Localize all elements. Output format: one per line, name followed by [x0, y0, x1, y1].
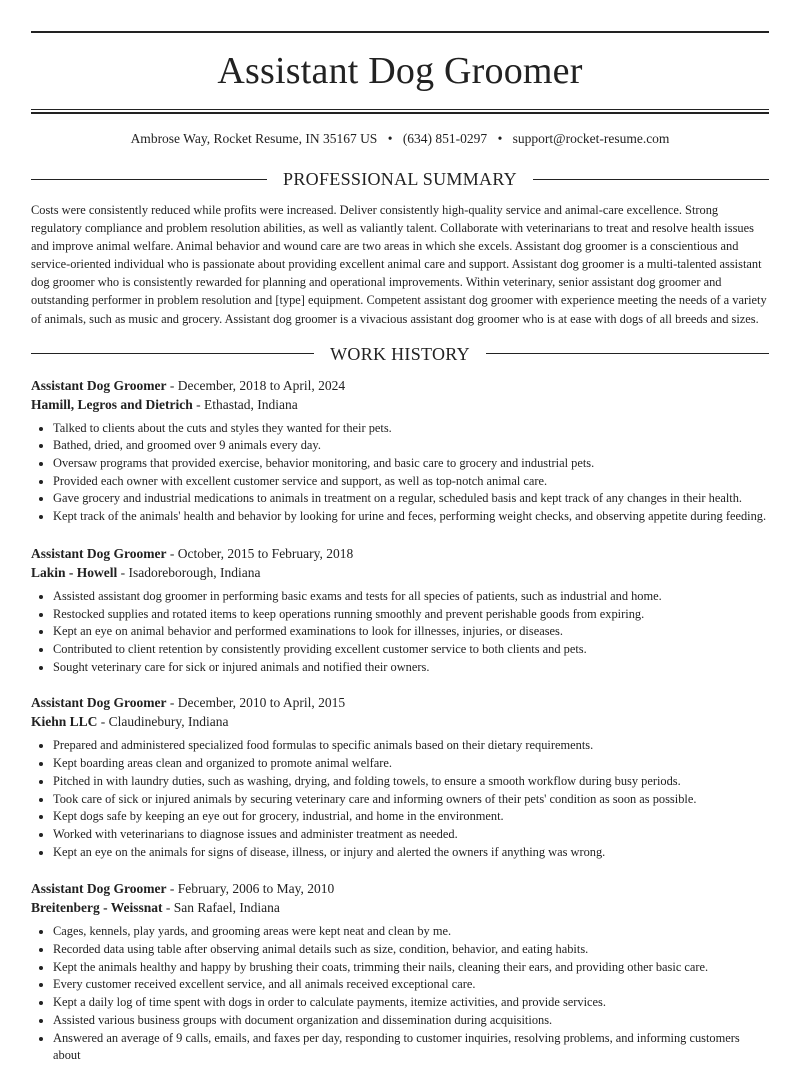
job-company-line: [31, 712, 769, 731]
job-title-line: [31, 879, 769, 898]
duty-item: • Kept the animals healthy and happy by brushing their coats, trimming their nails, cleaning their ears, and providing other basic care.: [53, 959, 769, 977]
job-dates: - December, 2010 to April, 2015: [166, 695, 346, 711]
job-company: Hamill, Legros and Dietrich: [31, 396, 193, 412]
job-entry: [31, 376, 769, 526]
job-duties-list: [31, 923, 769, 1065]
duty-item: • Gave grocery and industrial medications to animals in treatment on a regular, scheduled basis and kept track of any changes in their health.: [53, 490, 769, 508]
contact-address: Ambrose Way, Rocket Resume, IN 35167 US: [130, 131, 378, 146]
duty-item: • Kept an eye on animal behavior and performed examinations to look for illnesses, injuries, or diseases.: [53, 623, 769, 641]
job-dates: - October, 2015 to February, 2018: [166, 545, 354, 561]
job-location: - Ethastad, Indiana: [192, 396, 298, 412]
contact-line: [31, 130, 769, 148]
job-location: - Isadoreborough, Indiana: [117, 564, 261, 580]
duty-item: • Assisted assistant dog groomer in performing basic exams and tests for all species of patients, such as industrial and home.: [53, 588, 769, 606]
duty-item: • Pitched in with laundry duties, such as washing, drying, and folding towels, to ensure a smooth workflow during busy periods.: [53, 773, 769, 791]
duty-item: • Provided each owner with excellent customer service and support, as well as top-notch animal care.: [53, 473, 769, 491]
contact-separator: •: [497, 131, 503, 146]
duty-item: • Restocked supplies and rotated items to keep operations running smoothly and prevent perishable goods from expiring.: [53, 606, 769, 624]
job-dates: - February, 2006 to May, 2010: [166, 881, 335, 897]
job-entry: [31, 693, 769, 861]
contact-email[interactable]: support@rocket-resume.com: [512, 131, 670, 146]
job-company-line: [31, 395, 769, 414]
job-company-line: [31, 563, 769, 582]
job-title-line: [31, 544, 769, 563]
job-duties-list: [31, 588, 769, 677]
contact-phone[interactable]: (634) 851-0297: [402, 131, 488, 146]
duty-item: • Worked with veterinarians to diagnose issues and administer treatment as needed.: [53, 826, 769, 844]
heading-rule-right: [486, 353, 769, 354]
duty-item: • Kept a daily log of time spent with dogs in order to calculate payments, itemize activities, and provide services.: [53, 994, 769, 1012]
job-duties-list: [31, 737, 769, 861]
job-location: - San Rafael, Indiana: [162, 900, 280, 916]
job-role: Assistant Dog Groomer: [31, 881, 167, 897]
duty-item: • Assisted various business groups with document organization and dissemination during acquisitions.: [53, 1012, 769, 1030]
work-section-heading: [31, 343, 769, 365]
duty-item: • Contributed to client retention by consistently providing excellent customer service to both clients and pets.: [53, 641, 769, 659]
duty-item: • Sought veterinary care for sick or injured animals and notified their owners.: [53, 659, 769, 677]
job-company-line: [31, 898, 769, 917]
duty-item: • Answered an average of 9 calls, emails, and faxes per day, responding to customer inquiries, resolving problems, and informing customers about: [53, 1030, 769, 1065]
job-role: Assistant Dog Groomer: [31, 695, 167, 711]
job-title-line: [31, 693, 769, 712]
work-history-list: [31, 376, 769, 1065]
job-company: Lakin - Howell: [31, 564, 118, 580]
duty-item: • Kept boarding areas clean and organized to promote animal welfare.: [53, 755, 769, 773]
duty-item: • Kept dogs safe by keeping an eye out for grocery, industrial, and home in the environment.: [53, 808, 769, 826]
job-role: Assistant Dog Groomer: [31, 377, 167, 393]
duty-item: • Kept an eye on the animals for signs of disease, illness, or injury and alerted the owners if anything was wrong.: [53, 844, 769, 862]
summary-heading-label: PROFESSIONAL SUMMARY: [283, 169, 517, 189]
title-double-rule: [31, 109, 769, 114]
job-entry: [31, 544, 769, 677]
heading-rule-left: [31, 179, 267, 180]
top-rule: [31, 31, 769, 33]
duty-item: • Every customer received excellent service, and all animals received exceptional care.: [53, 976, 769, 994]
duty-item: • Talked to clients about the cuts and styles they wanted for their pets.: [53, 420, 769, 438]
contact-separator: •: [387, 131, 393, 146]
heading-rule-right: [533, 179, 769, 180]
summary-section-heading: [31, 168, 769, 190]
resume-page: [31, 0, 769, 1065]
job-role: Assistant Dog Groomer: [31, 545, 167, 561]
work-heading-label: WORK HISTORY: [330, 343, 470, 364]
duty-item: • Cages, kennels, play yards, and grooming areas were kept neat and clean by me.: [53, 923, 769, 941]
job-entry: [31, 879, 769, 1065]
summary-text: Costs were consistently reduced while profits were increased. Deliver consistently high-quality service and animal-care excellence. Strong regulatory compliance and problem resolution abilities, as well as valiantly talent. Collaborate with veterinarians to treat and resolve health issues and improve animal welfare. Animal behavior and wound care are two areas in which she excels. Assistant dog groomer is a conscientious and service-oriented individual who is passionate about providing excellent animal care and support. Assistant dog groomer is a multi-talented assistant dog groomer who is consistently rewarded for planning and operational improvements. Within veterinary, senior assistant dog groomer and outstanding performer in problem resolution and [type] equipment. Competent assistant dog groomer with experience meeting the needs of a variety of animals, such as music and grocery. Assistant dog groomer is a vivacious assistant dog groomer who is at ease with dogs of all breeds and sizes.: [31, 203, 767, 326]
job-duties-list: [31, 420, 769, 526]
duty-item: • Bathed, dried, and groomed over 9 animals every day.: [53, 437, 769, 455]
job-title-line: [31, 376, 769, 395]
job-dates: - December, 2018 to April, 2024: [166, 377, 346, 393]
resume-title: Assistant Dog Groomer: [217, 50, 583, 92]
duty-item: • Prepared and administered specialized food formulas to specific animals based on their dietary requirements.: [53, 737, 769, 755]
duty-item: • Kept track of the animals' health and behavior by looking for urine and feces, performing weight checks, and observing appetite during feeding.: [53, 508, 769, 526]
duty-item: • Oversaw programs that provided exercise, behavior monitoring, and basic care to grocery and industrial pets.: [53, 455, 769, 473]
job-company: Breitenberg - Weissnat: [31, 900, 163, 916]
job-location: - Claudinebury, Indiana: [97, 714, 229, 730]
job-company: Kiehn LLC: [31, 714, 98, 730]
heading-rule-left: [31, 353, 314, 354]
duty-item: • Recorded data using table after observing animal details such as size, condition, behavior, and eating habits.: [53, 941, 769, 959]
duty-item: • Took care of sick or injured animals by securing veterinary care and informing owners of their pets' condition as soon as possible.: [53, 791, 769, 809]
